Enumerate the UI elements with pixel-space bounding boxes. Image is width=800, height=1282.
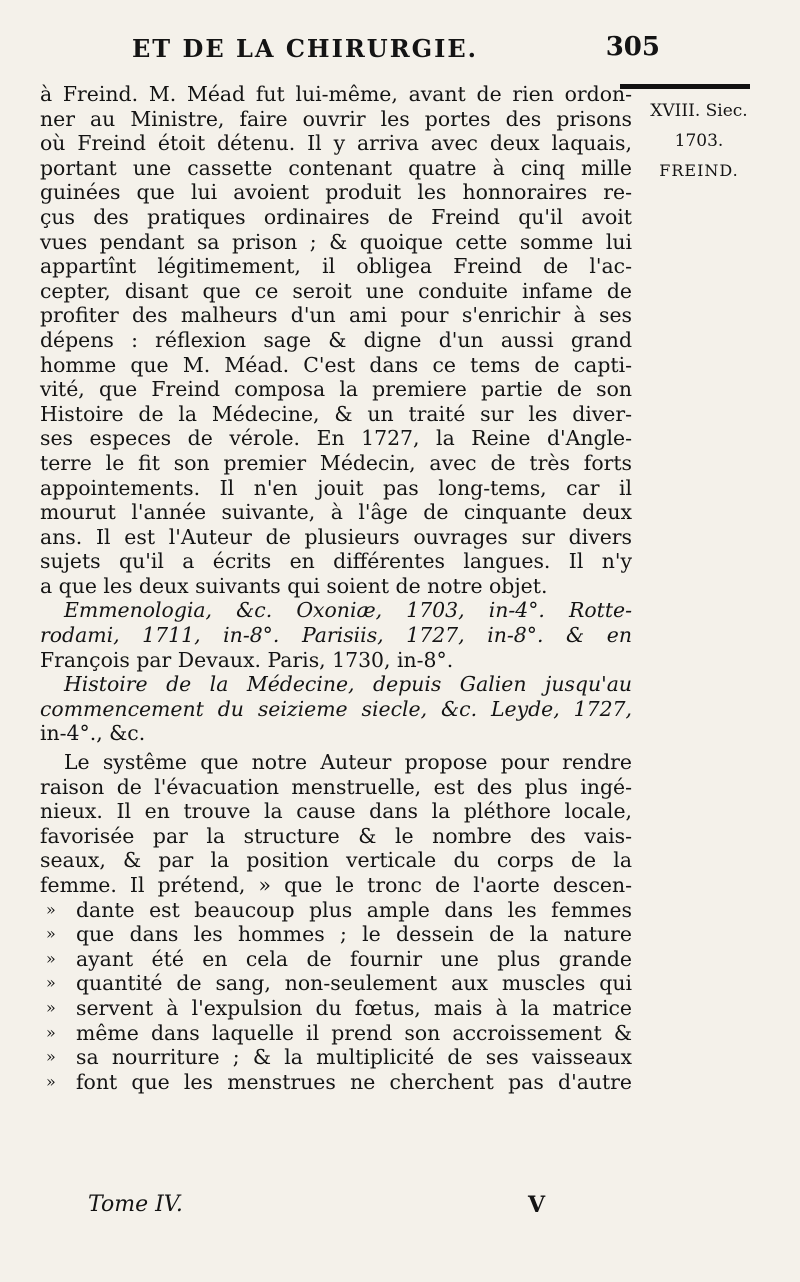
text-line: appartînt légitimement, il obligea Freind de l'ac- — [40, 254, 632, 279]
quoted-line: » sa nourriture ; & la multiplicité de ses vaisseaux — [40, 1045, 632, 1070]
page-footer — [88, 1192, 568, 1222]
text-line: a que les deux suivants qui soient de notre objet. — [40, 573, 548, 598]
text-line: çus des pratiques ordinaires de Freind qu'il avoit — [40, 204, 632, 229]
text-line: seaux, & par la position verticale du corps de la — [40, 848, 632, 873]
margin-year: 1703. — [674, 131, 724, 151]
quoted-line: » même dans laquelle il prend son accroissement & — [40, 1021, 632, 1046]
signature-mark: V — [528, 1192, 546, 1218]
text-line: homme que M. Méad. C'est dans ce tems de capti- — [40, 352, 632, 377]
text-line: vité, que Freind composa la premiere partie de son — [40, 377, 632, 402]
page-number: 305 — [605, 32, 660, 62]
text-line: sujets qu'il a écrits en différentes langues. Il n'y — [40, 549, 632, 574]
text-line: dépens : réflexion sage & digne d'un aussi grand — [40, 327, 632, 352]
running-head: ET DE LA CHIRURGIE. — [132, 34, 479, 63]
text-line: raison de l'évacuation menstruelle, est des plus ingé- — [40, 774, 632, 799]
margin-name: FREIND. — [659, 161, 739, 180]
bibliography-entry: Emmenologia, &c. Oxoniæ, 1703, in-4°. Rotte- — [64, 598, 632, 623]
text-line: où Freind étoit détenu. Il y arriva avec deux laquais, — [40, 131, 632, 156]
text-line: guinées que lui avoient produit les honnoraires re- — [40, 180, 632, 205]
text-line: ans. Il est l'Auteur de plusieurs ouvrages sur divers — [40, 524, 632, 549]
margin-note — [624, 96, 774, 186]
bibliography-entry: commencement du seizieme siecle, &c. Leyde, 1727, — [40, 696, 632, 721]
body-text — [40, 82, 632, 1094]
text-line: femme. Il prétend, » que le tronc de l'aorte descen- — [40, 873, 632, 897]
tome-label: Tome IV. — [88, 1192, 183, 1217]
text-line: cepter, disant que ce seroit une conduite infame de — [40, 278, 632, 303]
text-line: mourut l'année suivante, à l'âge de cinquante deux — [40, 500, 632, 525]
margin-rule — [620, 84, 750, 89]
text-line: ner au Ministre, faire ouvrir les portes des prisons — [40, 106, 632, 131]
bibliography-entry: Histoire de la Médecine, depuis Galien jusqu'au — [64, 672, 632, 697]
text-line: vues pendant sa prison ; & quoique cette somme lui — [40, 229, 632, 254]
page-header — [40, 34, 660, 74]
quoted-line: » font que les menstrues ne cherchent pas d'autre — [40, 1070, 632, 1095]
text-line: nieux. Il en trouve la cause dans la pléthore locale, — [40, 799, 632, 824]
text-line: favorisée par la structure & le nombre des vais- — [40, 823, 632, 848]
bibliography-entry: in-4°., &c. — [40, 721, 146, 746]
text-line: Histoire de la Médecine, & un traité sur les diver- — [40, 401, 632, 426]
quoted-line: » ayant été en cela de fournir une plus grande — [40, 947, 632, 972]
quoted-line: » quantité de sang, non-seulement aux muscles qui — [40, 971, 632, 996]
margin-century: XVIII. Siec. — [650, 101, 748, 121]
quoted-line: » dante est beaucoup plus ample dans les femmes — [40, 898, 632, 923]
text-line: terre le fit son premier Médecin, avec de très forts — [40, 450, 632, 475]
text-line: à Freind. M. Méad fut lui-même, avant de rien ordon- — [40, 82, 632, 106]
quoted-line: » que dans les hommes ; le dessein de la nature — [40, 922, 632, 947]
text-line: Le systême que notre Auteur propose pour rendre — [64, 750, 632, 775]
text-line: ses especes de vérole. En 1727, la Reine d'Angle- — [40, 426, 632, 451]
text-line: profiter des malheurs d'un ami pour s'enrichir à ses — [40, 303, 632, 328]
quoted-line: » servent à l'expulsion du fœtus, mais à la matrice — [40, 996, 632, 1021]
bibliography-entry: rodami, 1711, in-8°. Parisiis, 1727, in-8°. & en — [40, 623, 632, 648]
bibliography-entry: François par Devaux. Paris, 1730, in-8°. — [40, 647, 454, 672]
text-line: portant une cassette contenant quatre à cinq mille — [40, 155, 632, 180]
text-line: appointements. Il n'en jouit pas long-tems, car il — [40, 475, 632, 500]
